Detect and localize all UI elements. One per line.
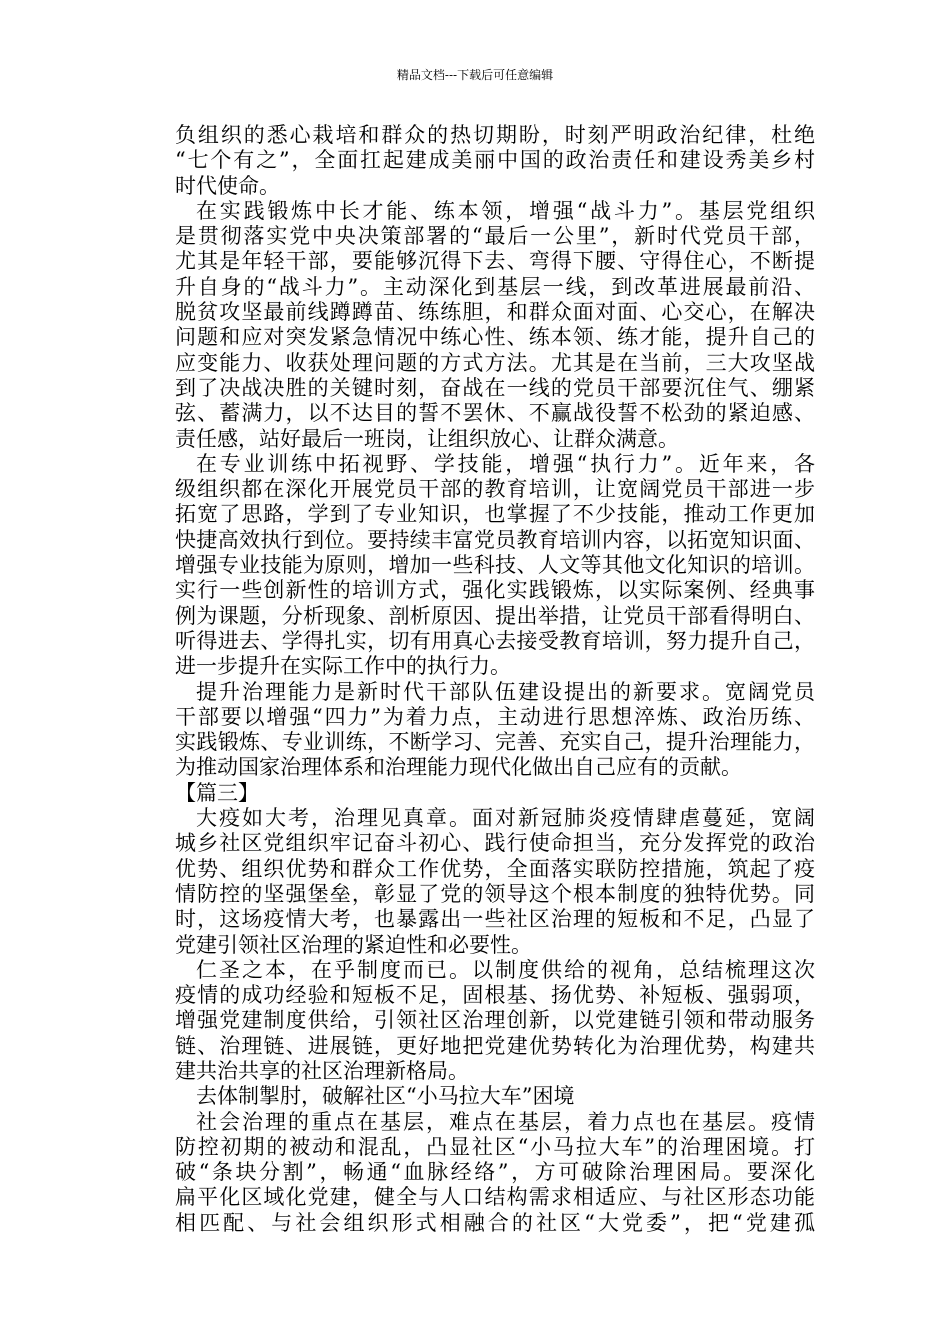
text-line: 尤其是年轻干部，要能够沉得下去、弯得下腰、守得住心，不断提 — [175, 249, 815, 274]
text-line: 问题和应对突发紧急情况中练心性、练本领、练才能，提升自己的 — [175, 325, 815, 350]
text-line: 应变能力、收获处理问题的方式方法。尤其是在当前，三大攻坚战 — [175, 350, 815, 375]
text-line: 升自身的“战斗力”。主动深化到基层一线，到改革进展最前沿、 — [175, 274, 815, 299]
text-line: 责任感，站好最后一班岗，让组织放心、让群众满意。 — [175, 426, 679, 451]
text-line: 优势、组织优势和群众工作优势，全面落实联防控措施，筑起了疫 — [175, 856, 815, 881]
text-line: 链、治理链、进展链，更好地把党建优势转化为治理优势，构建共 — [175, 1033, 815, 1058]
text-line: 例为课题，分析现象、剖析原因、提出举措，让党员干部看得明白、 — [175, 603, 815, 628]
text-line: 脱贫攻坚最前线蹲蹲苗、练练胆，和群众面对面、心交心，在解决 — [175, 300, 815, 325]
text-line: 防控初期的被动和混乱，凸显社区“小马拉大车”的治理困境。打 — [175, 1134, 815, 1159]
text-line: 破“条块分割”，畅通“血脉经络”，方可破除治理困局。要深化 — [175, 1160, 815, 1185]
text-line: 情防控的坚强堡垒，彰显了党的领导这个根本制度的独特优势。同 — [175, 881, 815, 906]
text-line: 为推动国家治理体系和治理能力现代化做出自己应有的贡献。 — [175, 755, 742, 780]
text-line: 时，这场疫情大考，也暴露出一些社区治理的短板和不足，凸显了 — [175, 907, 815, 932]
text-line: 大疫如大考，治理见真章。面对新冠肺炎疫情肆虐蔓延，宽阔 — [196, 806, 815, 831]
text-line: 党建引领社区治理的紧迫性和必要性。 — [175, 932, 532, 957]
text-line: 去体制掣肘，破解社区“小马拉大车”困境 — [196, 1084, 575, 1109]
text-line: 是贯彻落实党中央决策部署的“最后一公里”，新时代党员干部， — [175, 224, 815, 249]
text-line: “七个有之”，全面扛起建成美丽中国的政治责任和建设秀美乡村 — [175, 148, 815, 173]
text-line: 扁平化区域化党建，健全与人口结构需求相适应、与社区形态功能 — [175, 1185, 815, 1210]
text-line: 仁圣之本，在乎制度而已。以制度供给的视角，总结梳理这次 — [196, 957, 815, 982]
text-line: 进一步提升在实际工作中的执行力。 — [175, 654, 511, 679]
text-line: 在专业训练中拓视野、学技能，增强“执行力”。近年来，各 — [196, 451, 815, 476]
text-line: 在实践锻炼中长才能、练本领，增强“战斗力”。基层党组织 — [196, 198, 815, 223]
text-line: 快捷高效执行到位。要持续丰富党员教育培训内容，以拓宽知识面、 — [175, 527, 815, 552]
text-line: 建共治共享的社区治理新格局。 — [175, 1058, 469, 1083]
document-body — [175, 123, 815, 1236]
text-line: 到了决战决胜的关键时刻，奋战在一线的党员干部要沉住气、绷紧 — [175, 375, 815, 400]
text-line: 实行一些创新性的培训方式，强化实践锻炼，以实际案例、经典事 — [175, 578, 815, 603]
text-line: 【篇三】 — [175, 780, 259, 805]
text-line: 实践锻炼、专业训练，不断学习、完善、充实自己，提升治理能力， — [175, 730, 815, 755]
text-line: 提升治理能力是新时代干部队伍建设提出的新要求。宽阔党员 — [196, 679, 815, 704]
text-line: 拓宽了思路，学到了专业知识，也掌握了不少技能，推动工作更加 — [175, 502, 815, 527]
text-line: 相匹配、与社会组织形式相融合的社区“大党委”，把“党建孤 — [175, 1210, 815, 1235]
text-line: 城乡社区党组织牢记奋斗初心、践行使命担当，充分发挥党的政治 — [175, 831, 815, 856]
text-line: 干部要以增强“四力”为着力点，主动进行思想淬炼、政治历练、 — [175, 704, 815, 729]
page-header: 精品文档---下载后可任意编辑 — [396, 68, 554, 82]
text-line: 级组织都在深化开展党员干部的教育培训，让宽阔党员干部进一步 — [175, 477, 815, 502]
text-line: 弦、蓄满力，以不达目的誓不罢休、不赢战役誓不松劲的紧迫感、 — [175, 401, 815, 426]
text-line: 社会治理的重点在基层，难点在基层，着力点也在基层。疫情 — [196, 1109, 815, 1134]
text-line: 增强专业技能为原则，增加一些科技、人文等其他文化知识的培训。 — [175, 553, 815, 578]
text-line: 增强党建制度供给，引领社区治理创新，以党建链引领和带动服务 — [175, 1008, 815, 1033]
text-line: 负组织的悉心栽培和群众的热切期盼，时刻严明政治纪律，杜绝 — [175, 123, 815, 147]
text-line: 时代使命。 — [175, 173, 280, 198]
text-line: 听得进去、学得扎实，切有用真心去接受教育培训，努力提升自己， — [175, 628, 815, 653]
text-line: 疫情的成功经验和短板不足，固根基、扬优势、补短板、强弱项， — [175, 983, 815, 1008]
